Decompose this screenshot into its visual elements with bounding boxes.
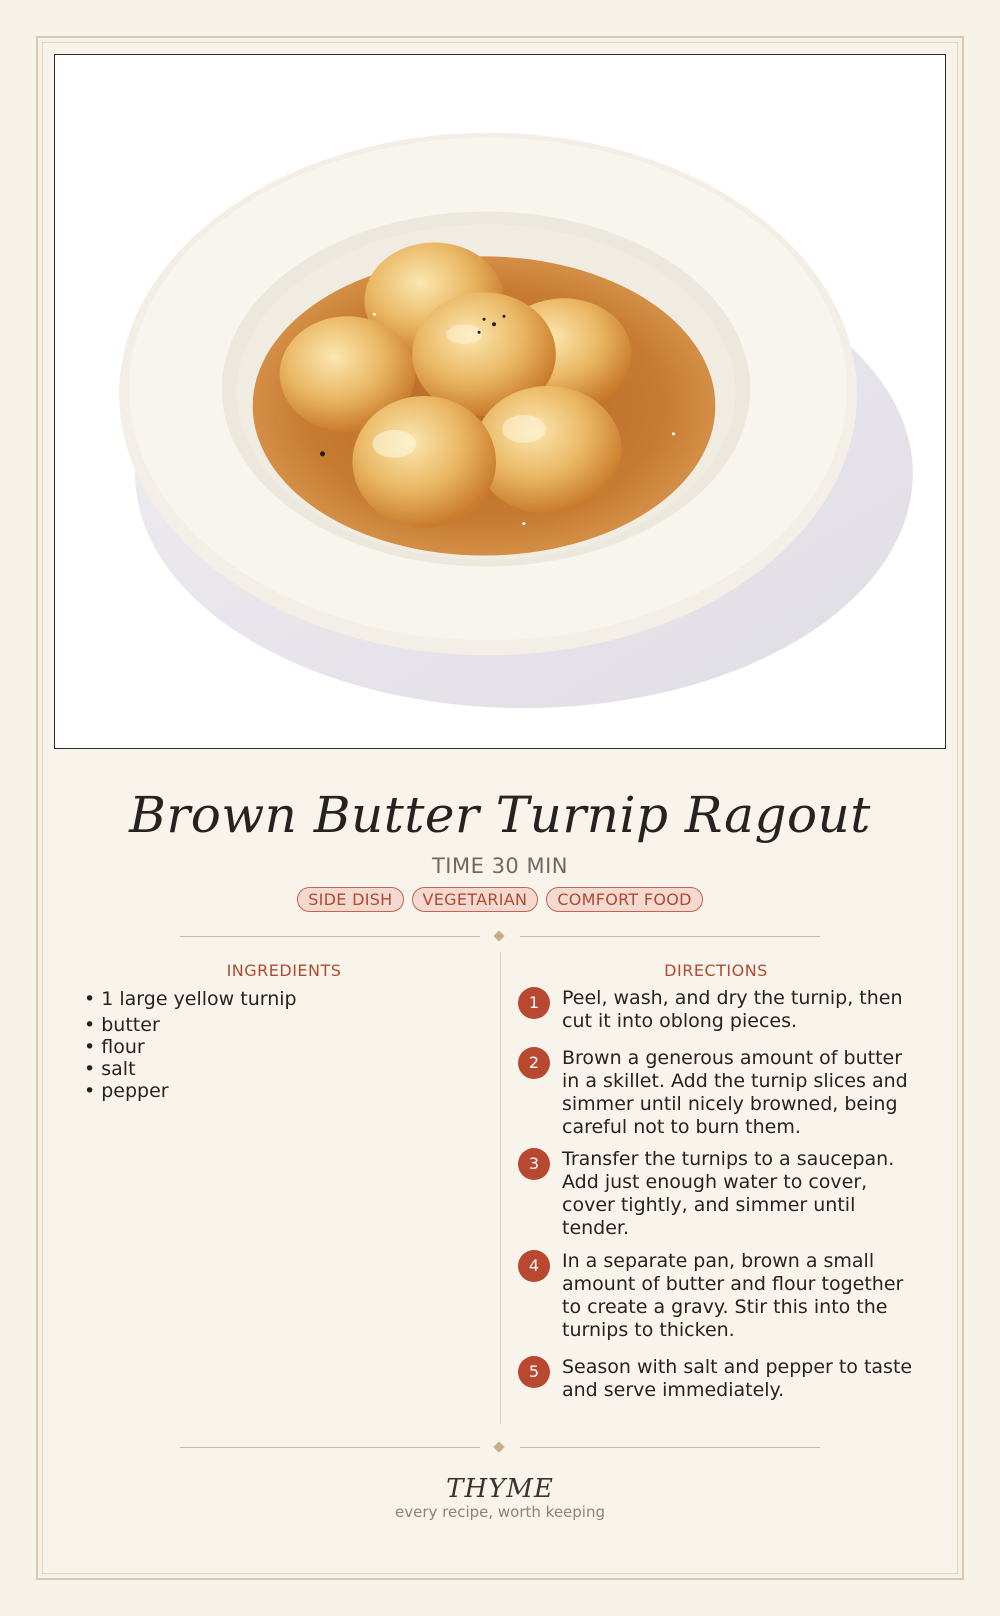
ingredient-item: • salt: [84, 1058, 297, 1080]
step-number-badge: 2: [518, 1047, 550, 1079]
bottom-divider: [180, 1441, 820, 1455]
ingredient-item: • 1 large yellow turnip: [84, 988, 297, 1010]
tag-list: [0, 887, 1000, 912]
diamond-ornament-icon: [493, 930, 504, 941]
step-number-badge: 4: [518, 1250, 550, 1282]
directions-heading: DIRECTIONS: [664, 961, 768, 980]
ingredients-list: [84, 988, 297, 1102]
step-text: Season with salt and pepper to taste and serve immediately.: [562, 1356, 913, 1401]
ingredients-heading: INGREDIENTS: [226, 961, 342, 980]
step-text: Transfer the turnips to a saucepan. Add just enough water to cover, cover tightly, and simmer until tender.: [562, 1148, 895, 1239]
brand-tagline: every recipe, worth keeping: [394, 1503, 605, 1521]
step-number-badge: 5: [518, 1356, 550, 1388]
recipe-title: Brown Butter Turnip Ragout: [129, 786, 871, 844]
brand-name: THYME: [446, 1474, 554, 1504]
tag-side-dish[interactable]: SIDE DISH: [297, 887, 403, 912]
top-divider: [180, 930, 820, 944]
step-text: Peel, wash, and dry the turnip, then cut it into oblong pieces.: [562, 987, 903, 1032]
ingredient-item: • butter: [84, 1014, 297, 1036]
diamond-ornament-icon: [493, 1441, 504, 1452]
column-divider: [500, 952, 501, 1424]
cook-time: TIME 30 MIN: [431, 854, 568, 878]
dish-illustration: [54, 54, 946, 749]
tag-vegetarian[interactable]: VEGETARIAN: [412, 887, 539, 912]
ingredient-item: • pepper: [84, 1080, 297, 1102]
step-text: In a separate pan, brown a small amount of butter and flour together to create a gravy. Stir this into the turnips to thicken.: [562, 1250, 904, 1341]
step-number-badge: 1: [518, 987, 550, 1019]
ingredient-item: • flour: [84, 1036, 297, 1058]
tag-comfort-food[interactable]: COMFORT FOOD: [546, 887, 703, 912]
step-text: Brown a generous amount of butter in a skillet. Add the turnip slices and simmer until nicely browned, being careful not to burn them.: [562, 1047, 908, 1138]
step-number-badge: 3: [518, 1148, 550, 1180]
